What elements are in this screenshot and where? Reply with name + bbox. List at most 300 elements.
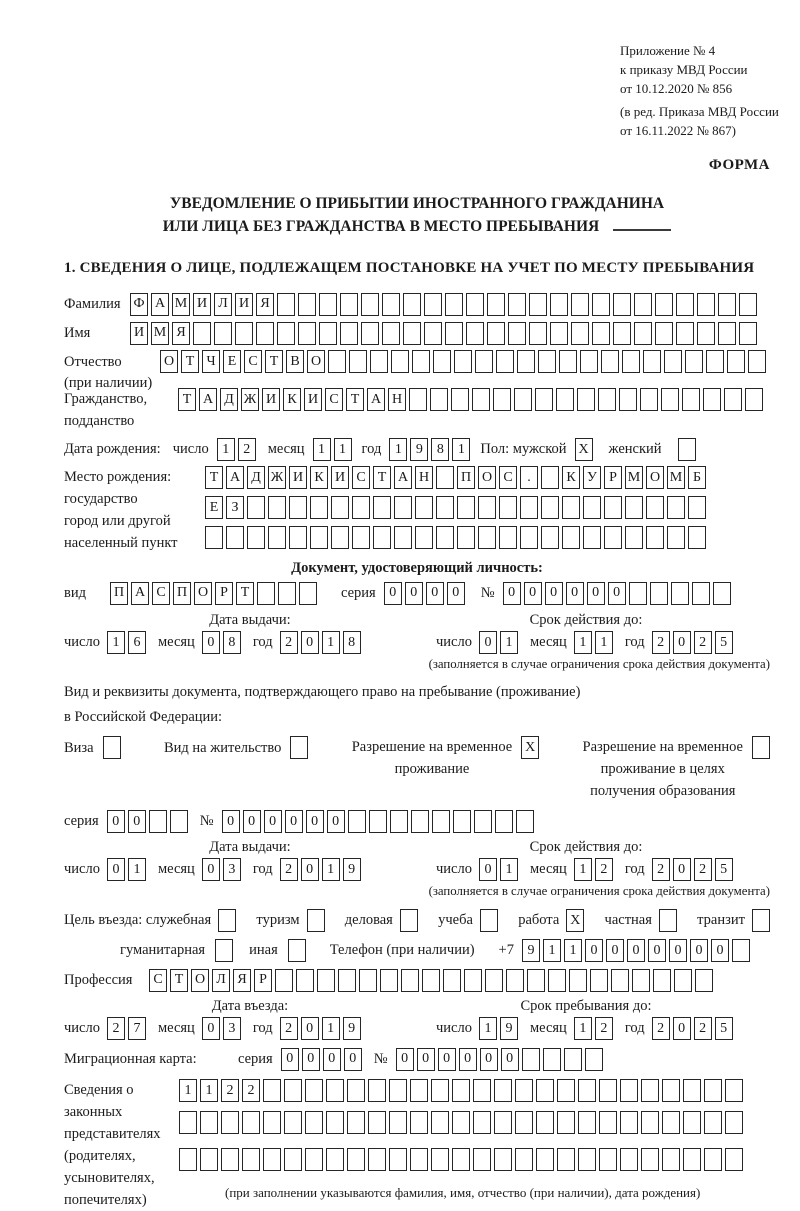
patronymic-cell[interactable]	[748, 350, 766, 373]
profession-cell[interactable]: Л	[212, 969, 230, 992]
official-checkbox-cell[interactable]	[218, 909, 236, 932]
legal-reps-cell[interactable]	[368, 1111, 386, 1134]
doc-kind-cell[interactable]	[257, 582, 275, 605]
legal-reps-cell[interactable]	[431, 1148, 449, 1171]
given-name-cell[interactable]	[487, 322, 505, 345]
birth-place-cell[interactable]: Н	[415, 466, 433, 489]
birth-place-cell[interactable]	[562, 496, 580, 519]
legal-reps-cell[interactable]	[494, 1148, 512, 1171]
surname-cell[interactable]	[382, 293, 400, 316]
residence-number-cell[interactable]: 0	[243, 810, 261, 833]
doc-kind-cell[interactable]: П	[110, 582, 128, 605]
legal-reps-cell[interactable]	[179, 1148, 197, 1171]
surname-cell[interactable]	[340, 293, 358, 316]
patronymic-cell[interactable]: Т	[265, 350, 283, 373]
residence-series-cell[interactable]: 0	[107, 810, 125, 833]
residence-number-cell[interactable]: 0	[222, 810, 240, 833]
residence-issue-year-cell[interactable]: 0	[301, 858, 319, 881]
patronymic-cell[interactable]	[391, 350, 409, 373]
residence-expiry-month-cell[interactable]: 2	[595, 858, 613, 881]
surname-cell[interactable]	[697, 293, 715, 316]
legal-reps-cell[interactable]	[641, 1148, 659, 1171]
profession-cell[interactable]	[695, 969, 713, 992]
legal-reps-cell[interactable]	[725, 1111, 743, 1134]
given-name-cell[interactable]	[697, 322, 715, 345]
profession-cell[interactable]: Р	[254, 969, 272, 992]
given-name-cell[interactable]	[361, 322, 379, 345]
migration-series-cell[interactable]: 0	[302, 1048, 320, 1071]
given-name-cell[interactable]	[655, 322, 673, 345]
legal-reps-cell[interactable]: 2	[242, 1079, 260, 1102]
birth-place-cell[interactable]	[247, 526, 265, 549]
citizenship-cell[interactable]	[514, 388, 532, 411]
patronymic-cell[interactable]	[685, 350, 703, 373]
temp-permit-edu-checkbox-cell[interactable]	[752, 736, 770, 759]
legal-reps-cell[interactable]	[305, 1148, 323, 1171]
residence-permit-checkbox-cell[interactable]	[290, 736, 308, 759]
profession-cell[interactable]	[422, 969, 440, 992]
surname-cell[interactable]	[361, 293, 379, 316]
given-name-cell[interactable]	[382, 322, 400, 345]
entry-year-cell[interactable]: 1	[322, 1017, 340, 1040]
birth-year-cell[interactable]: 1	[389, 438, 407, 461]
migration-number-cell[interactable]	[543, 1048, 561, 1071]
surname-cell[interactable]	[739, 293, 757, 316]
legal-reps-cell[interactable]	[347, 1148, 365, 1171]
given-name-cell[interactable]	[340, 322, 358, 345]
doc-number-cell[interactable]	[650, 582, 668, 605]
legal-reps-cell[interactable]	[410, 1079, 428, 1102]
birth-place-cell[interactable]	[688, 526, 706, 549]
migration-number-cell[interactable]: 0	[417, 1048, 435, 1071]
patronymic-cell[interactable]: Е	[223, 350, 241, 373]
citizenship-cell[interactable]	[703, 388, 721, 411]
patronymic-cell[interactable]	[601, 350, 619, 373]
legal-reps-cell[interactable]	[473, 1111, 491, 1134]
legal-reps-cell[interactable]	[326, 1111, 344, 1134]
migration-series-cell[interactable]: 0	[344, 1048, 362, 1071]
profession-cell[interactable]	[674, 969, 692, 992]
birth-year-cell[interactable]: 9	[410, 438, 428, 461]
citizenship-cell[interactable]: С	[325, 388, 343, 411]
entry-day-cell[interactable]: 2	[107, 1017, 125, 1040]
birth-place-cell[interactable]: О	[478, 466, 496, 489]
legal-reps-cell[interactable]	[326, 1148, 344, 1171]
legal-reps-cell[interactable]	[410, 1148, 428, 1171]
patronymic-cell[interactable]	[580, 350, 598, 373]
profession-cell[interactable]: О	[191, 969, 209, 992]
given-name-cell[interactable]	[235, 322, 253, 345]
birth-place-cell[interactable]	[394, 526, 412, 549]
birth-place-cell[interactable]: .	[520, 466, 538, 489]
legal-reps-cell[interactable]	[452, 1111, 470, 1134]
legal-reps-cell[interactable]	[683, 1111, 701, 1134]
legal-reps-cell[interactable]	[263, 1148, 281, 1171]
citizenship-cell[interactable]: Д	[220, 388, 238, 411]
entry-day-cell[interactable]: 7	[128, 1017, 146, 1040]
citizenship-cell[interactable]	[430, 388, 448, 411]
profession-cell[interactable]: С	[149, 969, 167, 992]
doc-number-cell[interactable]: 0	[608, 582, 626, 605]
doc-kind-cell[interactable]: Т	[236, 582, 254, 605]
doc-issue-day-cell[interactable]: 6	[128, 631, 146, 654]
doc-series-cell[interactable]: 0	[405, 582, 423, 605]
birth-place-cell[interactable]	[415, 496, 433, 519]
profession-cell[interactable]	[506, 969, 524, 992]
citizenship-cell[interactable]	[493, 388, 511, 411]
patronymic-cell[interactable]	[559, 350, 577, 373]
birth-place-cell[interactable]: А	[226, 466, 244, 489]
legal-reps-cell[interactable]	[473, 1079, 491, 1102]
birth-place-cell[interactable]	[331, 496, 349, 519]
phone-cell[interactable]: 0	[648, 939, 666, 962]
birth-place-cell[interactable]	[499, 496, 517, 519]
residence-number-cell[interactable]	[348, 810, 366, 833]
residence-issue-day-cell[interactable]: 1	[128, 858, 146, 881]
birth-place-cell[interactable]: К	[562, 466, 580, 489]
doc-series-cell[interactable]: 0	[447, 582, 465, 605]
citizenship-cell[interactable]	[409, 388, 427, 411]
birth-place-cell[interactable]: М	[667, 466, 685, 489]
birth-place-cell[interactable]: П	[457, 466, 475, 489]
birth-place-cell[interactable]	[436, 496, 454, 519]
legal-reps-cell[interactable]	[410, 1111, 428, 1134]
birth-place-cell[interactable]: У	[583, 466, 601, 489]
surname-cell[interactable]: И	[193, 293, 211, 316]
birth-place-cell[interactable]	[541, 526, 559, 549]
birth-place-cell[interactable]: Д	[247, 466, 265, 489]
birth-place-cell[interactable]: К	[310, 466, 328, 489]
legal-reps-cell[interactable]	[578, 1111, 596, 1134]
migration-series-cell[interactable]: 0	[281, 1048, 299, 1071]
birth-place-cell[interactable]	[394, 496, 412, 519]
birth-place-cell[interactable]	[520, 526, 538, 549]
temp-permit-checkbox-cell[interactable]: X	[521, 736, 539, 759]
legal-reps-cell[interactable]	[473, 1148, 491, 1171]
doc-number-cell[interactable]: 0	[566, 582, 584, 605]
legal-reps-cell[interactable]	[347, 1111, 365, 1134]
residence-expiry-year-cell[interactable]: 2	[694, 858, 712, 881]
patronymic-cell[interactable]	[475, 350, 493, 373]
birth-day-cell[interactable]: 2	[238, 438, 256, 461]
citizenship-cell[interactable]	[619, 388, 637, 411]
legal-reps-cell[interactable]	[389, 1148, 407, 1171]
doc-number-cell[interactable]	[629, 582, 647, 605]
surname-cell[interactable]	[319, 293, 337, 316]
birth-place-cell[interactable]	[268, 496, 286, 519]
phone-cell[interactable]: 0	[606, 939, 624, 962]
profession-cell[interactable]	[443, 969, 461, 992]
surname-cell[interactable]	[676, 293, 694, 316]
doc-expiry-month-cell[interactable]: 1	[574, 631, 592, 654]
legal-reps-cell[interactable]: 2	[221, 1079, 239, 1102]
given-name-cell[interactable]	[319, 322, 337, 345]
birth-place-cell[interactable]	[583, 496, 601, 519]
patronymic-cell[interactable]	[496, 350, 514, 373]
legal-reps-cell[interactable]	[599, 1079, 617, 1102]
residence-expiry-month-cell[interactable]: 1	[574, 858, 592, 881]
birth-place-cell[interactable]	[520, 496, 538, 519]
doc-number-cell[interactable]: 0	[503, 582, 521, 605]
phone-cell[interactable]: 9	[522, 939, 540, 962]
birth-place-cell[interactable]	[226, 526, 244, 549]
other-checkbox-cell[interactable]	[288, 939, 306, 962]
birth-place-cell[interactable]: Б	[688, 466, 706, 489]
doc-kind-cell[interactable]: С	[152, 582, 170, 605]
birth-place-cell[interactable]: Р	[604, 466, 622, 489]
given-name-cell[interactable]	[550, 322, 568, 345]
profession-cell[interactable]	[359, 969, 377, 992]
birth-place-cell[interactable]	[562, 526, 580, 549]
migration-number-cell[interactable]: 0	[501, 1048, 519, 1071]
birth-year-cell[interactable]: 1	[452, 438, 470, 461]
citizenship-cell[interactable]	[682, 388, 700, 411]
patronymic-cell[interactable]: Т	[181, 350, 199, 373]
business-checkbox-cell[interactable]	[400, 909, 418, 932]
surname-cell[interactable]	[298, 293, 316, 316]
citizenship-cell[interactable]	[640, 388, 658, 411]
legal-reps-cell[interactable]	[578, 1148, 596, 1171]
residence-expiry-year-cell[interactable]: 5	[715, 858, 733, 881]
given-name-cell[interactable]	[508, 322, 526, 345]
citizenship-cell[interactable]: И	[304, 388, 322, 411]
patronymic-cell[interactable]	[433, 350, 451, 373]
transit-checkbox-cell[interactable]	[752, 909, 770, 932]
residence-number-cell[interactable]	[474, 810, 492, 833]
profession-cell[interactable]	[632, 969, 650, 992]
doc-kind-cell[interactable]: О	[194, 582, 212, 605]
legal-reps-cell[interactable]	[620, 1111, 638, 1134]
legal-reps-cell[interactable]	[242, 1111, 260, 1134]
given-name-cell[interactable]	[739, 322, 757, 345]
migration-number-cell[interactable]	[564, 1048, 582, 1071]
doc-kind-cell[interactable]: Р	[215, 582, 233, 605]
legal-reps-cell[interactable]	[515, 1111, 533, 1134]
legal-reps-cell[interactable]	[662, 1148, 680, 1171]
legal-reps-cell[interactable]	[641, 1079, 659, 1102]
legal-reps-cell[interactable]: 1	[179, 1079, 197, 1102]
patronymic-cell[interactable]	[412, 350, 430, 373]
patronymic-cell[interactable]: О	[307, 350, 325, 373]
profession-cell[interactable]	[611, 969, 629, 992]
citizenship-cell[interactable]: Т	[346, 388, 364, 411]
work-checkbox-cell[interactable]: X	[566, 909, 584, 932]
surname-cell[interactable]	[634, 293, 652, 316]
legal-reps-cell[interactable]	[221, 1111, 239, 1134]
legal-reps-cell[interactable]	[599, 1148, 617, 1171]
stay-year-cell[interactable]: 5	[715, 1017, 733, 1040]
legal-reps-cell[interactable]	[725, 1148, 743, 1171]
surname-cell[interactable]: Я	[256, 293, 274, 316]
doc-issue-month-cell[interactable]: 0	[202, 631, 220, 654]
humanitarian-checkbox-cell[interactable]	[215, 939, 233, 962]
female-checkbox-cell[interactable]	[678, 438, 696, 461]
surname-cell[interactable]: И	[235, 293, 253, 316]
stay-year-cell[interactable]: 2	[694, 1017, 712, 1040]
patronymic-cell[interactable]: О	[160, 350, 178, 373]
birth-place-cell[interactable]	[667, 526, 685, 549]
entry-year-cell[interactable]: 0	[301, 1017, 319, 1040]
birth-place-cell[interactable]	[625, 526, 643, 549]
surname-cell[interactable]	[592, 293, 610, 316]
birth-place-cell[interactable]: С	[352, 466, 370, 489]
surname-cell[interactable]	[424, 293, 442, 316]
profession-cell[interactable]	[380, 969, 398, 992]
patronymic-cell[interactable]	[328, 350, 346, 373]
doc-expiry-year-cell[interactable]: 0	[673, 631, 691, 654]
citizenship-cell[interactable]	[598, 388, 616, 411]
legal-reps-cell[interactable]	[641, 1111, 659, 1134]
citizenship-cell[interactable]: Ж	[241, 388, 259, 411]
legal-reps-cell[interactable]	[284, 1148, 302, 1171]
phone-cell[interactable]: 0	[711, 939, 729, 962]
doc-issue-month-cell[interactable]: 8	[223, 631, 241, 654]
legal-reps-cell[interactable]	[557, 1148, 575, 1171]
birth-place-cell[interactable]	[625, 496, 643, 519]
patronymic-cell[interactable]: В	[286, 350, 304, 373]
surname-cell[interactable]	[403, 293, 421, 316]
birth-place-cell[interactable]	[310, 496, 328, 519]
entry-month-cell[interactable]: 0	[202, 1017, 220, 1040]
residence-issue-year-cell[interactable]: 1	[322, 858, 340, 881]
given-name-cell[interactable]	[193, 322, 211, 345]
residence-series-cell[interactable]	[170, 810, 188, 833]
legal-reps-cell[interactable]	[284, 1111, 302, 1134]
residence-issue-day-cell[interactable]: 0	[107, 858, 125, 881]
given-name-cell[interactable]	[403, 322, 421, 345]
residence-issue-year-cell[interactable]: 9	[343, 858, 361, 881]
residence-issue-month-cell[interactable]: 0	[202, 858, 220, 881]
profession-cell[interactable]	[317, 969, 335, 992]
male-checkbox-cell[interactable]: X	[575, 438, 593, 461]
stay-year-cell[interactable]: 0	[673, 1017, 691, 1040]
birth-place-cell[interactable]	[478, 526, 496, 549]
phone-cell[interactable]: 0	[585, 939, 603, 962]
doc-number-cell[interactable]: 0	[587, 582, 605, 605]
birth-place-cell[interactable]	[457, 496, 475, 519]
given-name-cell[interactable]	[214, 322, 232, 345]
citizenship-cell[interactable]	[535, 388, 553, 411]
migration-number-cell[interactable]	[522, 1048, 540, 1071]
birth-place-cell[interactable]: Т	[205, 466, 223, 489]
birth-place-cell[interactable]: И	[289, 466, 307, 489]
migration-number-cell[interactable]: 0	[396, 1048, 414, 1071]
citizenship-cell[interactable]: Т	[178, 388, 196, 411]
legal-reps-cell[interactable]	[557, 1111, 575, 1134]
legal-reps-cell[interactable]	[452, 1148, 470, 1171]
phone-cell[interactable]: 1	[564, 939, 582, 962]
legal-reps-cell[interactable]	[536, 1148, 554, 1171]
birth-place-cell[interactable]: И	[331, 466, 349, 489]
legal-reps-cell[interactable]	[326, 1079, 344, 1102]
surname-cell[interactable]	[529, 293, 547, 316]
given-name-cell[interactable]	[298, 322, 316, 345]
patronymic-cell[interactable]	[664, 350, 682, 373]
birth-place-cell[interactable]: З	[226, 496, 244, 519]
surname-cell[interactable]	[277, 293, 295, 316]
patronymic-cell[interactable]: Ч	[202, 350, 220, 373]
birth-place-cell[interactable]: С	[499, 466, 517, 489]
birth-place-cell[interactable]: М	[625, 466, 643, 489]
legal-reps-cell[interactable]	[557, 1079, 575, 1102]
birth-place-cell[interactable]	[415, 526, 433, 549]
legal-reps-cell[interactable]	[620, 1148, 638, 1171]
surname-cell[interactable]: Л	[214, 293, 232, 316]
profession-cell[interactable]	[401, 969, 419, 992]
birth-place-cell[interactable]	[331, 526, 349, 549]
given-name-cell[interactable]	[676, 322, 694, 345]
citizenship-cell[interactable]: И	[262, 388, 280, 411]
birth-month-cell[interactable]: 1	[334, 438, 352, 461]
legal-reps-cell[interactable]	[662, 1111, 680, 1134]
doc-kind-cell[interactable]: А	[131, 582, 149, 605]
patronymic-cell[interactable]	[538, 350, 556, 373]
doc-issue-day-cell[interactable]: 1	[107, 631, 125, 654]
legal-reps-cell[interactable]	[221, 1148, 239, 1171]
doc-number-cell[interactable]: 0	[524, 582, 542, 605]
given-name-cell[interactable]	[571, 322, 589, 345]
birth-place-cell[interactable]	[289, 526, 307, 549]
surname-cell[interactable]	[571, 293, 589, 316]
patronymic-cell[interactable]: С	[244, 350, 262, 373]
patronymic-cell[interactable]	[727, 350, 745, 373]
patronymic-cell[interactable]	[349, 350, 367, 373]
phone-cell[interactable]	[732, 939, 750, 962]
doc-number-cell[interactable]	[713, 582, 731, 605]
stay-year-cell[interactable]: 2	[652, 1017, 670, 1040]
citizenship-cell[interactable]: А	[199, 388, 217, 411]
birth-place-cell[interactable]	[310, 526, 328, 549]
legal-reps-cell[interactable]	[200, 1148, 218, 1171]
birth-place-cell[interactable]	[604, 526, 622, 549]
residence-series-cell[interactable]: 0	[128, 810, 146, 833]
legal-reps-cell[interactable]	[494, 1111, 512, 1134]
given-name-cell[interactable]	[529, 322, 547, 345]
migration-series-cell[interactable]: 0	[323, 1048, 341, 1071]
doc-issue-year-cell[interactable]: 1	[322, 631, 340, 654]
birth-place-cell[interactable]: Т	[373, 466, 391, 489]
doc-expiry-day-cell[interactable]: 0	[479, 631, 497, 654]
residence-number-cell[interactable]	[369, 810, 387, 833]
given-name-cell[interactable]	[592, 322, 610, 345]
doc-number-cell[interactable]	[692, 582, 710, 605]
profession-cell[interactable]	[548, 969, 566, 992]
birth-place-cell[interactable]	[268, 526, 286, 549]
phone-cell[interactable]: 0	[690, 939, 708, 962]
profession-cell[interactable]	[275, 969, 293, 992]
residence-issue-year-cell[interactable]: 2	[280, 858, 298, 881]
legal-reps-cell[interactable]	[536, 1111, 554, 1134]
citizenship-cell[interactable]	[451, 388, 469, 411]
residence-number-cell[interactable]	[453, 810, 471, 833]
profession-cell[interactable]	[527, 969, 545, 992]
birth-place-cell[interactable]	[604, 496, 622, 519]
citizenship-cell[interactable]: К	[283, 388, 301, 411]
patronymic-cell[interactable]	[517, 350, 535, 373]
entry-month-cell[interactable]: 3	[223, 1017, 241, 1040]
doc-expiry-year-cell[interactable]: 2	[694, 631, 712, 654]
patronymic-cell[interactable]	[622, 350, 640, 373]
birth-place-cell[interactable]: А	[394, 466, 412, 489]
legal-reps-cell[interactable]	[578, 1079, 596, 1102]
stay-day-cell[interactable]: 9	[500, 1017, 518, 1040]
profession-cell[interactable]: Т	[170, 969, 188, 992]
legal-reps-cell[interactable]	[263, 1079, 281, 1102]
stay-day-cell[interactable]: 1	[479, 1017, 497, 1040]
residence-series-cell[interactable]	[149, 810, 167, 833]
given-name-cell[interactable]	[445, 322, 463, 345]
patronymic-cell[interactable]	[370, 350, 388, 373]
